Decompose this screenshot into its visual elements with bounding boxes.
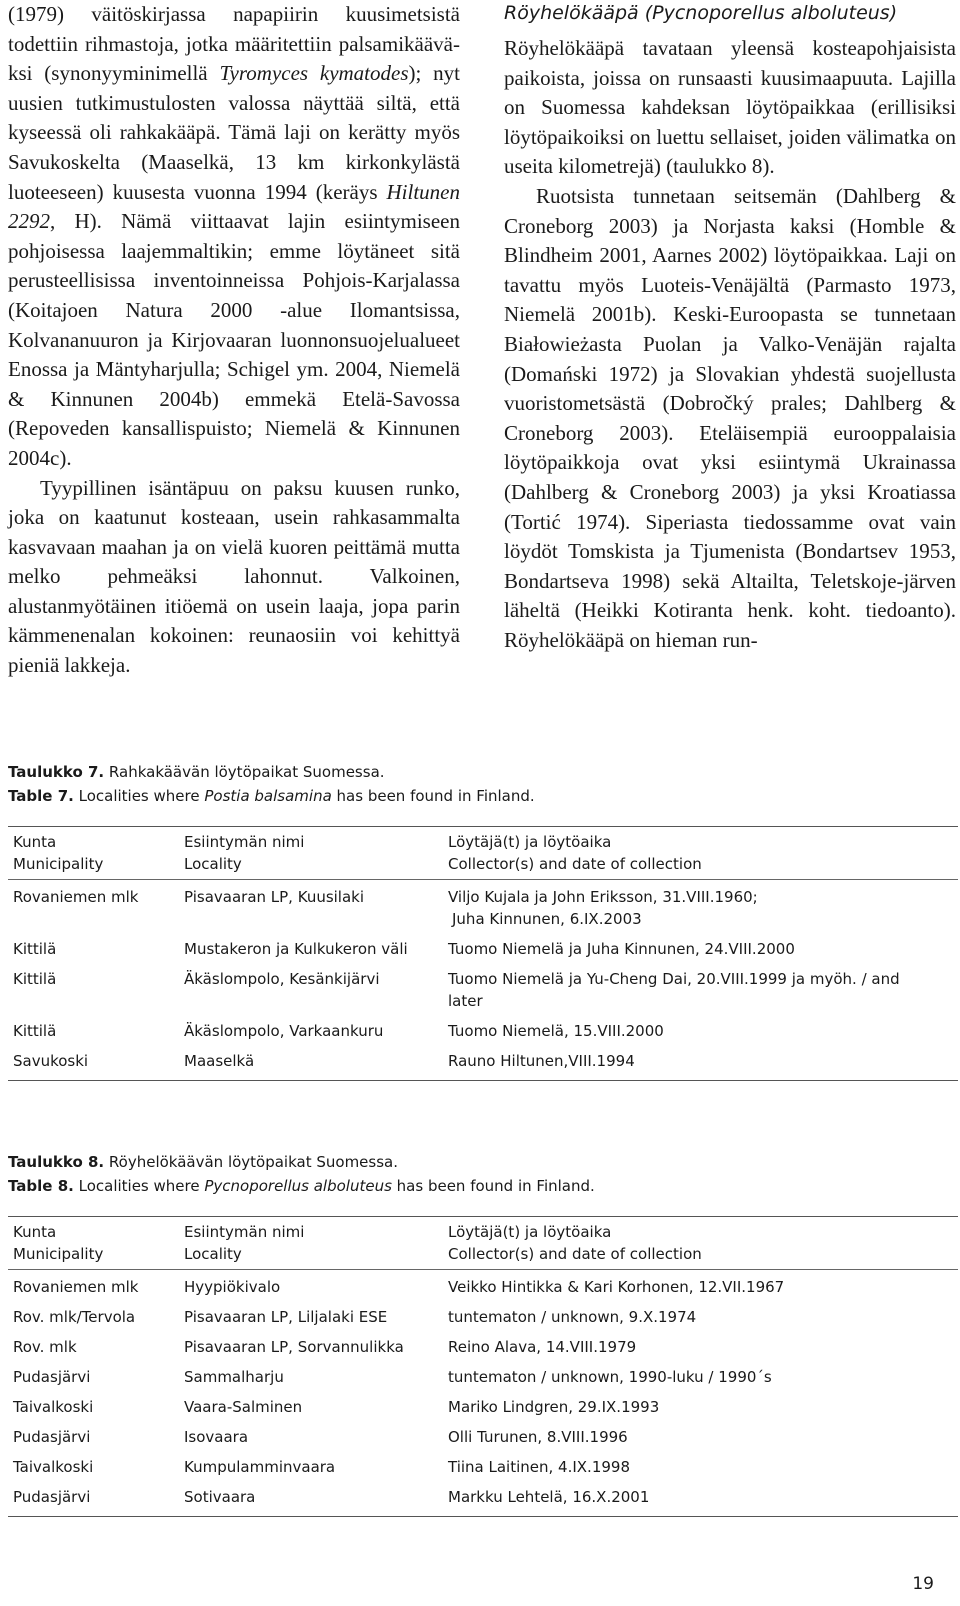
table-row: Savukoski Maaselkä Rauno Hiltunen,VIII.1994 [13,1052,635,1070]
table-header: Kunta Municipality Esiintymän nimi Locality Löytäjä(t) ja löytöaika Collector(s) and date of collection [13,833,702,873]
species-name: Tyromyces kymatodes [219,61,409,86]
table-row: Pudasjärvi Isovaara Olli Turunen, 8.VIII.1996 [13,1428,628,1446]
right-paragraph-1: Röyhelökääpä tavataan yleensä kosteapohjaisista paikoista, joissa on runsaasti kuusimaapuuta. Lajilla on Suomessa kahdeksan löytöpaikkaa (erillisiksi löytöpaikoiksi on luettu sellaiset, joiden välimatka on useita kilometrejä) (taulukko 8). [504,36,956,179]
table-row: Rovaniemen mlk Pisavaaran LP, Kuusilaki Viljo Kujala ja John Eriksson, 31.VIII.1960; Juha Kinnunen, 6.IX.2003 [13,888,758,928]
specimen-reference: Hiltunen 2292 [8,179,460,234]
table7 [8,826,958,1081]
table-row: Rov. mlk Pisavaaran LP, Sorvannulikka Reino Alava, 14.VIII.1979 [13,1338,637,1356]
table-row: Kittilä Äkäslompolo, Kesänkijärvi Tuomo Niemelä ja Yu-Cheng Dai, 20.VIII.1999 ja myöh. / and later [13,970,900,1010]
table-row: Pudasjärvi Sotivaara Markku Lehtelä, 16.X.2001 [13,1488,650,1506]
table-row: Kittilä Mustakeron ja Kulkukeron väli Tuomo Niemelä ja Juha Kinnunen, 24.VIII.2000 [13,940,795,958]
table8 [8,1216,958,1517]
table-row: Kittilä Äkäslompolo, Varkaankuru Tuomo Niemelä, 15.VIII.2000 [13,1022,664,1040]
page-number: 19 [912,1574,934,1594]
right-text-column [504,0,956,655]
table-row: Pudasjärvi Sammalharju tuntematon / unknown, 1990-luku / 1990´s [13,1368,772,1386]
table7-caption: Taulukko 7. Rahkakäävän löytöpaikat Suomessa. Table 7. Localities where Postia balsamina has been found in Finland. [8,763,535,805]
table-row: Rovaniemen mlk Hyypiökivalo Veikko Hintikka & Kari Korhonen, 12.VII.1967 [13,1278,785,1296]
right-paragraph-2: Ruotsista tunnetaan seitsemän (Dahlberg & Croneborg 2003) ja Norjasta kaksi (Homble & Blindheim 2001, Aarnes 2002) löytöpaikkaa. Laji on tavattu myös Luoteis-Venäjältä (Parmasto 1973, Niemelä 2001b). Keski-Euroopasta se tunnetaan Białowieżasta Puolan ja Valko-Venäjän rajalta (Domański 1972) ja Slovakian yhdestä suojellusta vuoristometsästä (Dobročký prales; Dahlberg & Croneborg 2003). Eteläisempiä eurooppalaisia löytöpaikkoja ovat yksi esiintymä Ukrainassa (Dahlberg & Croneborg 2003) ja yksi Kroatiassa (Tortić 1974). Siperiasta tiedossamme ovat vain löydöt Tomskista ja Tjumenista (Bondartsev 1953, Bondartseva 1998) sekä Altailta, Teletskoje-järven läheltä (Heikki Kotiranta henk. koht. tiedoanto). Röyhelökääpä on hieman run- [504,183,956,652]
table-row: Taivalkoski Kumpulamminvaara Tiina Laitinen, 4.IX.1998 [13,1458,630,1476]
left-paragraph-1: (1979) väitöskirjassa napapiirin kuusimetsistä todettiin rihmastoja, jotka määritettiin palsamikääväksi (synonyyminimellä Tyromyces kymatodes); nyt uusien tutkimustulosten valossa näyttää siltä, että kyseessä oli rahkakääpä. Tämä laji on kerätty myös Savukoskelta (Maaselkä, 13 km kirkonkylästä luoteeseen) kuusesta vuonna 1994 (keräys Hiltunen 2292, H). Nämä viittaavat lajin esiintymiseen pohjoisessa laajemmaltikin; emme löytäneet sitä perusteellisissa inventoinneissa Pohjois-Karjalassa (Koitajoen Natura 2000 -alue Ilomantsissa, Kolvananuuron ja Kirjovaaran luonnonsuojelualueet Enossa ja Mäntyharjulla; Schigel ym. 2004, Niemelä & Kinnunen 2004b) emmekä Etelä-Savossa (Repoveden kansallispuisto; Niemelä & Kinnunen 2004c). [8,2,460,470]
left-text-column [8,0,460,681]
left-paragraph-2: Tyypillinen isäntäpuu on paksu kuusen runko, joka on kaatunut kosteaan, usein rahkasammalta kasvavaan maahan ja on vielä kuoren peittämä mutta melko pehmeäksi lahonnut. Valkoinen, alustanmyötäinen itiöemä on usein laaja, jopa parin kämmenenalan kokoinen: reunaosiin voi kehittyä pieniä lakkeja. [8,475,460,678]
table-header: Kunta Municipality Esiintymän nimi Locality Löytäjä(t) ja löytöaika Collector(s) and date of collection [13,1223,702,1263]
table-row: Rov. mlk/Tervola Pisavaaran LP, Liljalaki ESE tuntematon / unknown, 9.X.1974 [13,1308,697,1326]
table-row: Taivalkoski Vaara-Salminen Mariko Lindgren, 29.IX.1993 [13,1398,660,1416]
table8-caption: Taulukko 8. Röyhelökäävän löytöpaikat Suomessa. Table 8. Localities where Pycnoporellus alboluteus has been found in Finland. [8,1153,595,1195]
section-heading: Röyhelökääpä (Pycnoporellus alboluteus) [504,2,898,24]
